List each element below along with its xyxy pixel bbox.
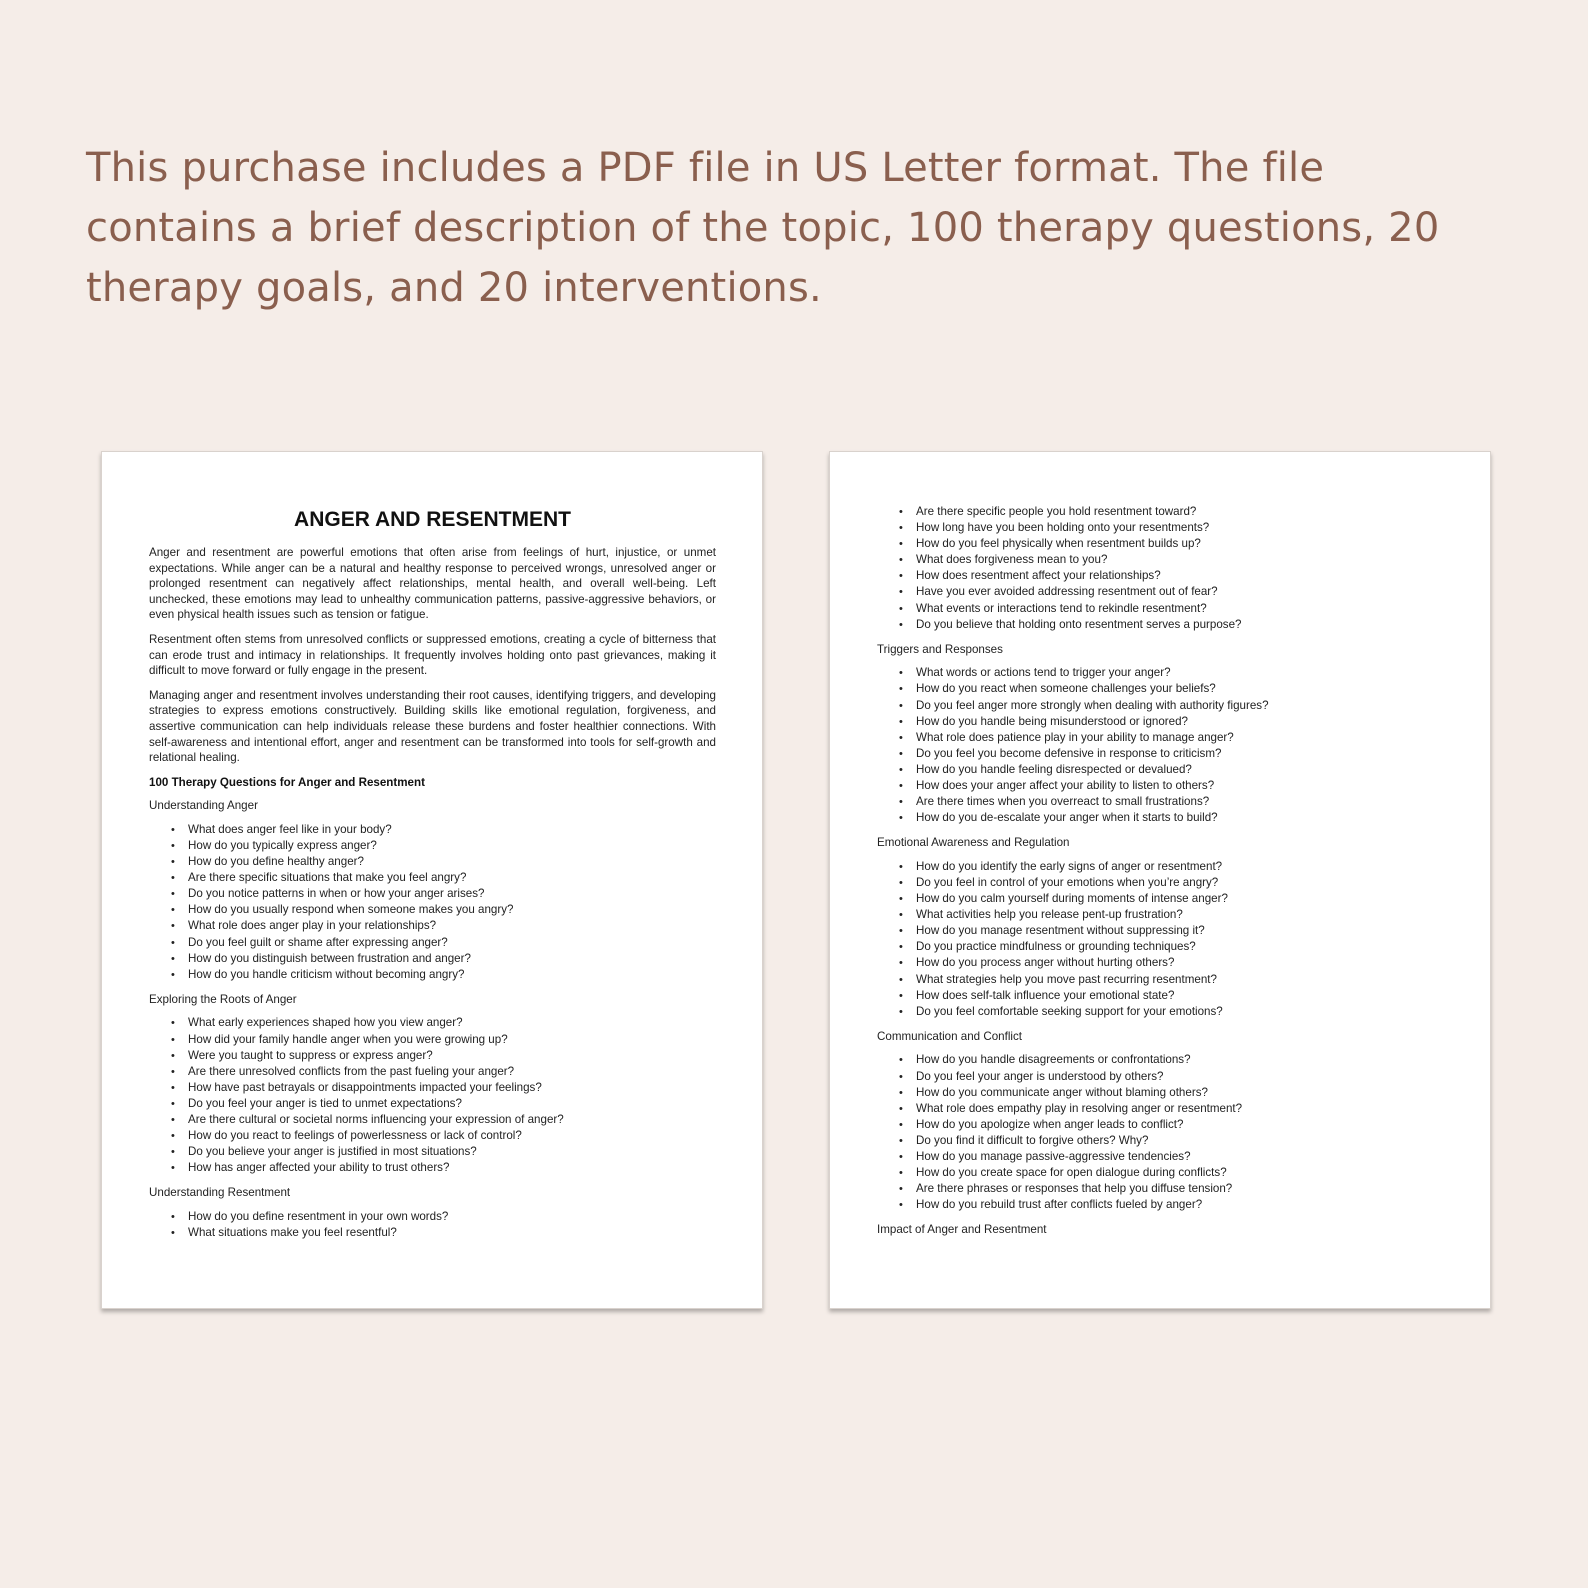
document-page-1 <box>101 451 763 1309</box>
question-text: Do you notice patterns in when or how your anger arises? <box>188 887 485 901</box>
bullet-icon: • <box>899 538 903 551</box>
question-item <box>899 1181 1444 1197</box>
bullet-icon: • <box>171 1210 175 1223</box>
question-item <box>171 1096 716 1112</box>
question-item <box>171 1080 716 1096</box>
left-question-sections <box>149 798 716 1241</box>
question-item <box>171 1048 716 1064</box>
question-item <box>899 1149 1444 1165</box>
bullet-icon: • <box>171 936 175 949</box>
question-item <box>171 822 716 838</box>
question-text: What role does patience play in your ability to manage anger? <box>916 730 1234 744</box>
question-text: Do you feel comfortable seeking support for your emotions? <box>916 1004 1223 1018</box>
question-item <box>899 810 1444 826</box>
bullet-icon: • <box>899 731 903 744</box>
bullet-icon: • <box>899 1070 903 1083</box>
question-item <box>171 951 716 967</box>
question-text: What does forgiveness mean to you? <box>916 553 1108 567</box>
question-item <box>171 967 716 983</box>
question-item <box>899 698 1444 714</box>
question-text: Are there unresolved conflicts from the past fueling your anger? <box>188 1064 515 1078</box>
question-item <box>899 520 1444 536</box>
question-text: How do you apologize when anger leads to conflict? <box>916 1117 1184 1131</box>
question-text: How do you define healthy anger? <box>188 855 364 869</box>
question-item <box>899 1197 1444 1213</box>
question-text: How do you react to feelings of powerlessness or lack of control? <box>188 1129 522 1143</box>
question-item <box>899 955 1444 971</box>
question-item <box>899 907 1444 923</box>
bullet-icon: • <box>899 1183 903 1196</box>
bullet-icon: • <box>171 968 175 981</box>
question-item <box>899 1004 1444 1020</box>
question-item <box>171 1160 716 1176</box>
section-heading: Emotional Awareness and Regulation <box>877 836 1070 850</box>
question-text: Are there specific people you hold resentment toward? <box>916 505 1197 518</box>
bullet-icon: • <box>899 618 903 631</box>
question-text: How does your anger affect your ability to listen to others? <box>916 779 1215 792</box>
section-heading: Triggers and Responses <box>877 642 1003 656</box>
question-item <box>899 762 1444 778</box>
bullet-icon: • <box>171 1081 175 1094</box>
question-list <box>877 504 1444 633</box>
question-item <box>171 1064 716 1080</box>
question-text: What early experiences shaped how you view anger? <box>188 1016 463 1030</box>
question-text: How do you calm yourself during moments of intense anger? <box>916 892 1228 906</box>
question-item <box>171 1209 716 1225</box>
intro-paragraph: Managing anger and resentment involves understanding their root causes, identifying triggers, and developing strategies to express emotions constructively. Building skills like emotional regulation, forgiveness, and assertive communication can help individuals release these burdens and foster healthier connections. With self-awareness and intentional effort, anger and resentment can be transformed into tools for self-growth and relational healing. <box>149 688 716 765</box>
question-item <box>899 1133 1444 1149</box>
question-item <box>899 1165 1444 1181</box>
bullet-icon: • <box>899 1150 903 1163</box>
question-item <box>899 939 1444 955</box>
intro-paragraph: Anger and resentment are powerful emotions that often arise from feelings of hurt, injustice, or unmet expectations. While anger can be a natural and healthy response to perceived wrongs, unresolved anger or prolonged resentment can negatively affect relationships, mental health, and overall well-being. Left unchecked, these emotions may lead to unhealthy communication patterns, passive-aggressive behaviors, or even physical health issues such as tension or fatigue. <box>149 546 716 622</box>
question-text: Do you believe that holding onto resentment serves a purpose? <box>916 617 1242 631</box>
bullet-icon: • <box>899 1167 903 1180</box>
question-item <box>899 601 1444 617</box>
question-item <box>171 886 716 902</box>
bullet-icon: • <box>899 763 903 776</box>
question-item <box>171 1015 716 1031</box>
question-text: How did your family handle anger when you were growing up? <box>188 1032 508 1046</box>
bullet-icon: • <box>899 1199 903 1212</box>
question-item <box>899 1117 1444 1133</box>
bullet-icon: • <box>171 888 175 901</box>
bullet-icon: • <box>171 952 175 965</box>
bullet-icon: • <box>171 1227 175 1240</box>
question-text: Do you believe your anger is justified in most situations? <box>188 1145 477 1159</box>
question-text: How does resentment affect your relationships? <box>916 569 1161 583</box>
question-text: Do you feel you become defensive in response to criticism? <box>916 746 1222 760</box>
question-item <box>899 536 1444 552</box>
question-text: How do you process anger without hurting others? <box>916 956 1175 970</box>
question-text: How do you identify the early signs of anger or resentment? <box>916 859 1223 873</box>
question-text: How do you communicate anger without blaming others? <box>916 1085 1208 1099</box>
question-item <box>171 1128 716 1144</box>
question-item <box>899 730 1444 746</box>
question-item <box>899 1101 1444 1117</box>
bullet-icon: • <box>171 840 175 852</box>
question-text: How do you create space for open dialogue during conflicts? <box>916 1166 1227 1180</box>
section-heading: Understanding Resentment <box>149 1186 291 1200</box>
bullet-icon: • <box>899 989 903 1002</box>
question-item <box>899 1052 1444 1068</box>
question-item <box>171 935 716 951</box>
bullet-icon: • <box>899 554 903 567</box>
question-text: What strategies help you move past recurring resentment? <box>916 972 1217 986</box>
section-heading: Understanding Anger <box>149 799 258 813</box>
intro-paragraph: Resentment often stems from unresolved conflicts or suppressed emotions, creating a cycle of bitterness that can erode trust and intimacy in relationships. It frequently involves holding onto past grievances, making it difficult to move forward or fully engage in the present. <box>149 632 716 678</box>
bullet-icon: • <box>899 506 903 518</box>
bullet-icon: • <box>899 941 903 954</box>
bullet-icon: • <box>899 796 903 809</box>
question-text: How do you usually respond when someone makes you angry? <box>188 903 514 917</box>
question-item <box>171 918 716 934</box>
bullet-icon: • <box>899 1005 903 1018</box>
bullet-icon: • <box>899 667 903 680</box>
question-item <box>899 1085 1444 1101</box>
question-text: How do you feel physically when resentment builds up? <box>916 537 1201 551</box>
question-text: What activities help you release pent-up frustration? <box>916 908 1183 922</box>
question-item <box>171 1144 716 1160</box>
bullet-icon: • <box>899 957 903 970</box>
bullet-icon: • <box>899 909 903 922</box>
question-item <box>899 504 1444 520</box>
question-item <box>899 875 1444 891</box>
question-list <box>877 665 1444 826</box>
question-item <box>171 854 716 870</box>
question-item <box>899 988 1444 1004</box>
question-text: How do you manage resentment without suppressing it? <box>916 924 1205 938</box>
question-item <box>899 778 1444 794</box>
question-text: What role does anger play in your relationships? <box>188 919 437 933</box>
bullet-icon: • <box>171 872 175 885</box>
question-text: Do you practice mindfulness or grounding techniques? <box>916 940 1196 954</box>
question-item <box>899 665 1444 681</box>
question-text: What events or interactions tend to rekindle resentment? <box>916 601 1207 615</box>
bullet-icon: • <box>899 1134 903 1147</box>
question-text: Are there phrases or responses that help you diffuse tension? <box>916 1182 1233 1196</box>
question-item <box>171 1032 716 1048</box>
question-text: Do you feel anger more strongly when dealing with authority figures? <box>916 698 1269 712</box>
question-text: How do you handle disagreements or confrontations? <box>916 1053 1191 1067</box>
bullet-icon: • <box>899 780 903 792</box>
document-page-2 <box>829 451 1491 1309</box>
bullet-icon: • <box>171 1146 175 1159</box>
question-text: Do you feel in control of your emotions when you’re angry? <box>916 875 1219 889</box>
bullet-icon: • <box>171 856 175 869</box>
bullet-icon: • <box>171 1033 175 1046</box>
question-list <box>149 1015 716 1176</box>
question-text: Do you feel guilt or shame after expressing anger? <box>188 935 448 949</box>
question-text: What does anger feel like in your body? <box>188 822 392 836</box>
bullet-icon: • <box>899 1054 903 1067</box>
bullet-icon: • <box>171 1049 175 1062</box>
question-text: How do you typically express anger? <box>188 839 377 852</box>
question-text: How do you distinguish between frustration and anger? <box>188 951 471 965</box>
question-text: How do you rebuild trust after conflicts fueled by anger? <box>916 1198 1203 1212</box>
question-text: How do you define resentment in your own words? <box>188 1209 449 1223</box>
question-item <box>171 1112 716 1128</box>
question-item <box>171 902 716 918</box>
bullet-icon: • <box>899 1086 903 1099</box>
question-text: How do you handle feeling disrespected or devalued? <box>916 762 1192 776</box>
question-item <box>899 972 1444 988</box>
question-item <box>899 681 1444 697</box>
questions-heading: 100 Therapy Questions for Anger and Resentment <box>149 775 425 789</box>
question-item <box>899 794 1444 810</box>
question-text: How do you handle criticism without becoming angry? <box>188 967 465 981</box>
question-text: Have you ever avoided addressing resentment out of fear? <box>916 585 1218 599</box>
question-text: Do you feel your anger is tied to unmet expectations? <box>188 1096 462 1110</box>
bullet-icon: • <box>899 699 903 712</box>
question-text: What situations make you feel resentful? <box>188 1226 397 1240</box>
bullet-icon: • <box>171 1065 175 1078</box>
question-text: How has anger affected your ability to trust others? <box>188 1161 450 1175</box>
bullet-icon: • <box>899 860 903 873</box>
question-text: How do you manage passive-aggressive tendencies? <box>916 1149 1191 1163</box>
question-item <box>899 923 1444 939</box>
section-heading: Exploring the Roots of Anger <box>149 992 297 1006</box>
bullet-icon: • <box>899 893 903 906</box>
question-text: What role does empathy play in resolving anger or resentment? <box>916 1101 1243 1115</box>
bullet-icon: • <box>899 1102 903 1115</box>
document-title: ANGER AND RESENTMENT <box>294 508 571 531</box>
bullet-icon: • <box>899 683 903 696</box>
bullet-icon: • <box>899 925 903 938</box>
question-text: Were you taught to suppress or express anger? <box>188 1048 433 1062</box>
question-list <box>877 859 1444 1020</box>
product-description: This purchase includes a PDF file in US Letter format. The file contains a brief description of the topic, 100 therapy questions, 20 therapy goals, and 20 interventions. <box>86 145 1440 311</box>
question-item <box>899 568 1444 584</box>
question-item <box>899 746 1444 762</box>
question-text: Do you feel your anger is understood by others? <box>916 1069 1164 1083</box>
question-text: How do you react when someone challenges your beliefs? <box>916 682 1216 696</box>
bullet-icon: • <box>899 973 903 986</box>
section-heading: Communication and Conflict <box>877 1029 1022 1043</box>
question-item <box>899 1069 1444 1085</box>
question-item <box>171 838 716 854</box>
question-text: Do you find it difficult to forgive others? Why? <box>916 1133 1149 1147</box>
question-text: How do you de-escalate your anger when it starts to build? <box>916 811 1218 825</box>
question-item <box>899 584 1444 600</box>
question-item <box>899 859 1444 875</box>
question-list <box>149 822 716 983</box>
bullet-icon: • <box>899 522 903 535</box>
question-text: Are there cultural or societal norms influencing your expression of anger? <box>188 1113 564 1126</box>
bullet-icon: • <box>171 1017 175 1030</box>
question-text: How does self-talk influence your emotional state? <box>916 988 1175 1002</box>
question-text: How long have you been holding onto your resentments? <box>916 521 1210 535</box>
bullet-icon: • <box>171 1097 175 1110</box>
question-list <box>149 1209 716 1241</box>
question-text: What words or actions tend to trigger your anger? <box>916 666 1171 680</box>
bullet-icon: • <box>171 904 175 917</box>
bullet-icon: • <box>899 1118 903 1131</box>
question-text: How do you handle being misunderstood or ignored? <box>916 714 1188 728</box>
bullet-icon: • <box>899 602 903 615</box>
bullet-icon: • <box>171 1162 175 1175</box>
bullet-icon: • <box>899 715 903 728</box>
question-item <box>899 891 1444 907</box>
question-list <box>877 1052 1444 1213</box>
bullet-icon: • <box>171 920 175 933</box>
question-text: Are there times when you overreact to small frustrations? <box>916 795 1210 809</box>
bullet-icon: • <box>171 1114 175 1126</box>
question-text: How have past betrayals or disappointments impacted your feelings? <box>188 1080 542 1094</box>
bullet-icon: • <box>899 586 903 599</box>
bullet-icon: • <box>899 812 903 825</box>
bullet-icon: • <box>899 570 903 583</box>
bullet-icon: • <box>171 823 175 836</box>
question-item <box>899 714 1444 730</box>
question-text: Are there specific situations that make you feel angry? <box>188 871 467 885</box>
bullet-icon: • <box>899 876 903 889</box>
right-question-sections <box>877 642 1444 1214</box>
question-item <box>899 617 1444 633</box>
bullet-icon: • <box>899 747 903 760</box>
bullet-icon: • <box>171 1130 175 1143</box>
section-heading: Impact of Anger and Resentment <box>877 1223 1047 1237</box>
question-item <box>171 1225 716 1241</box>
question-item <box>899 552 1444 568</box>
question-item <box>171 870 716 886</box>
